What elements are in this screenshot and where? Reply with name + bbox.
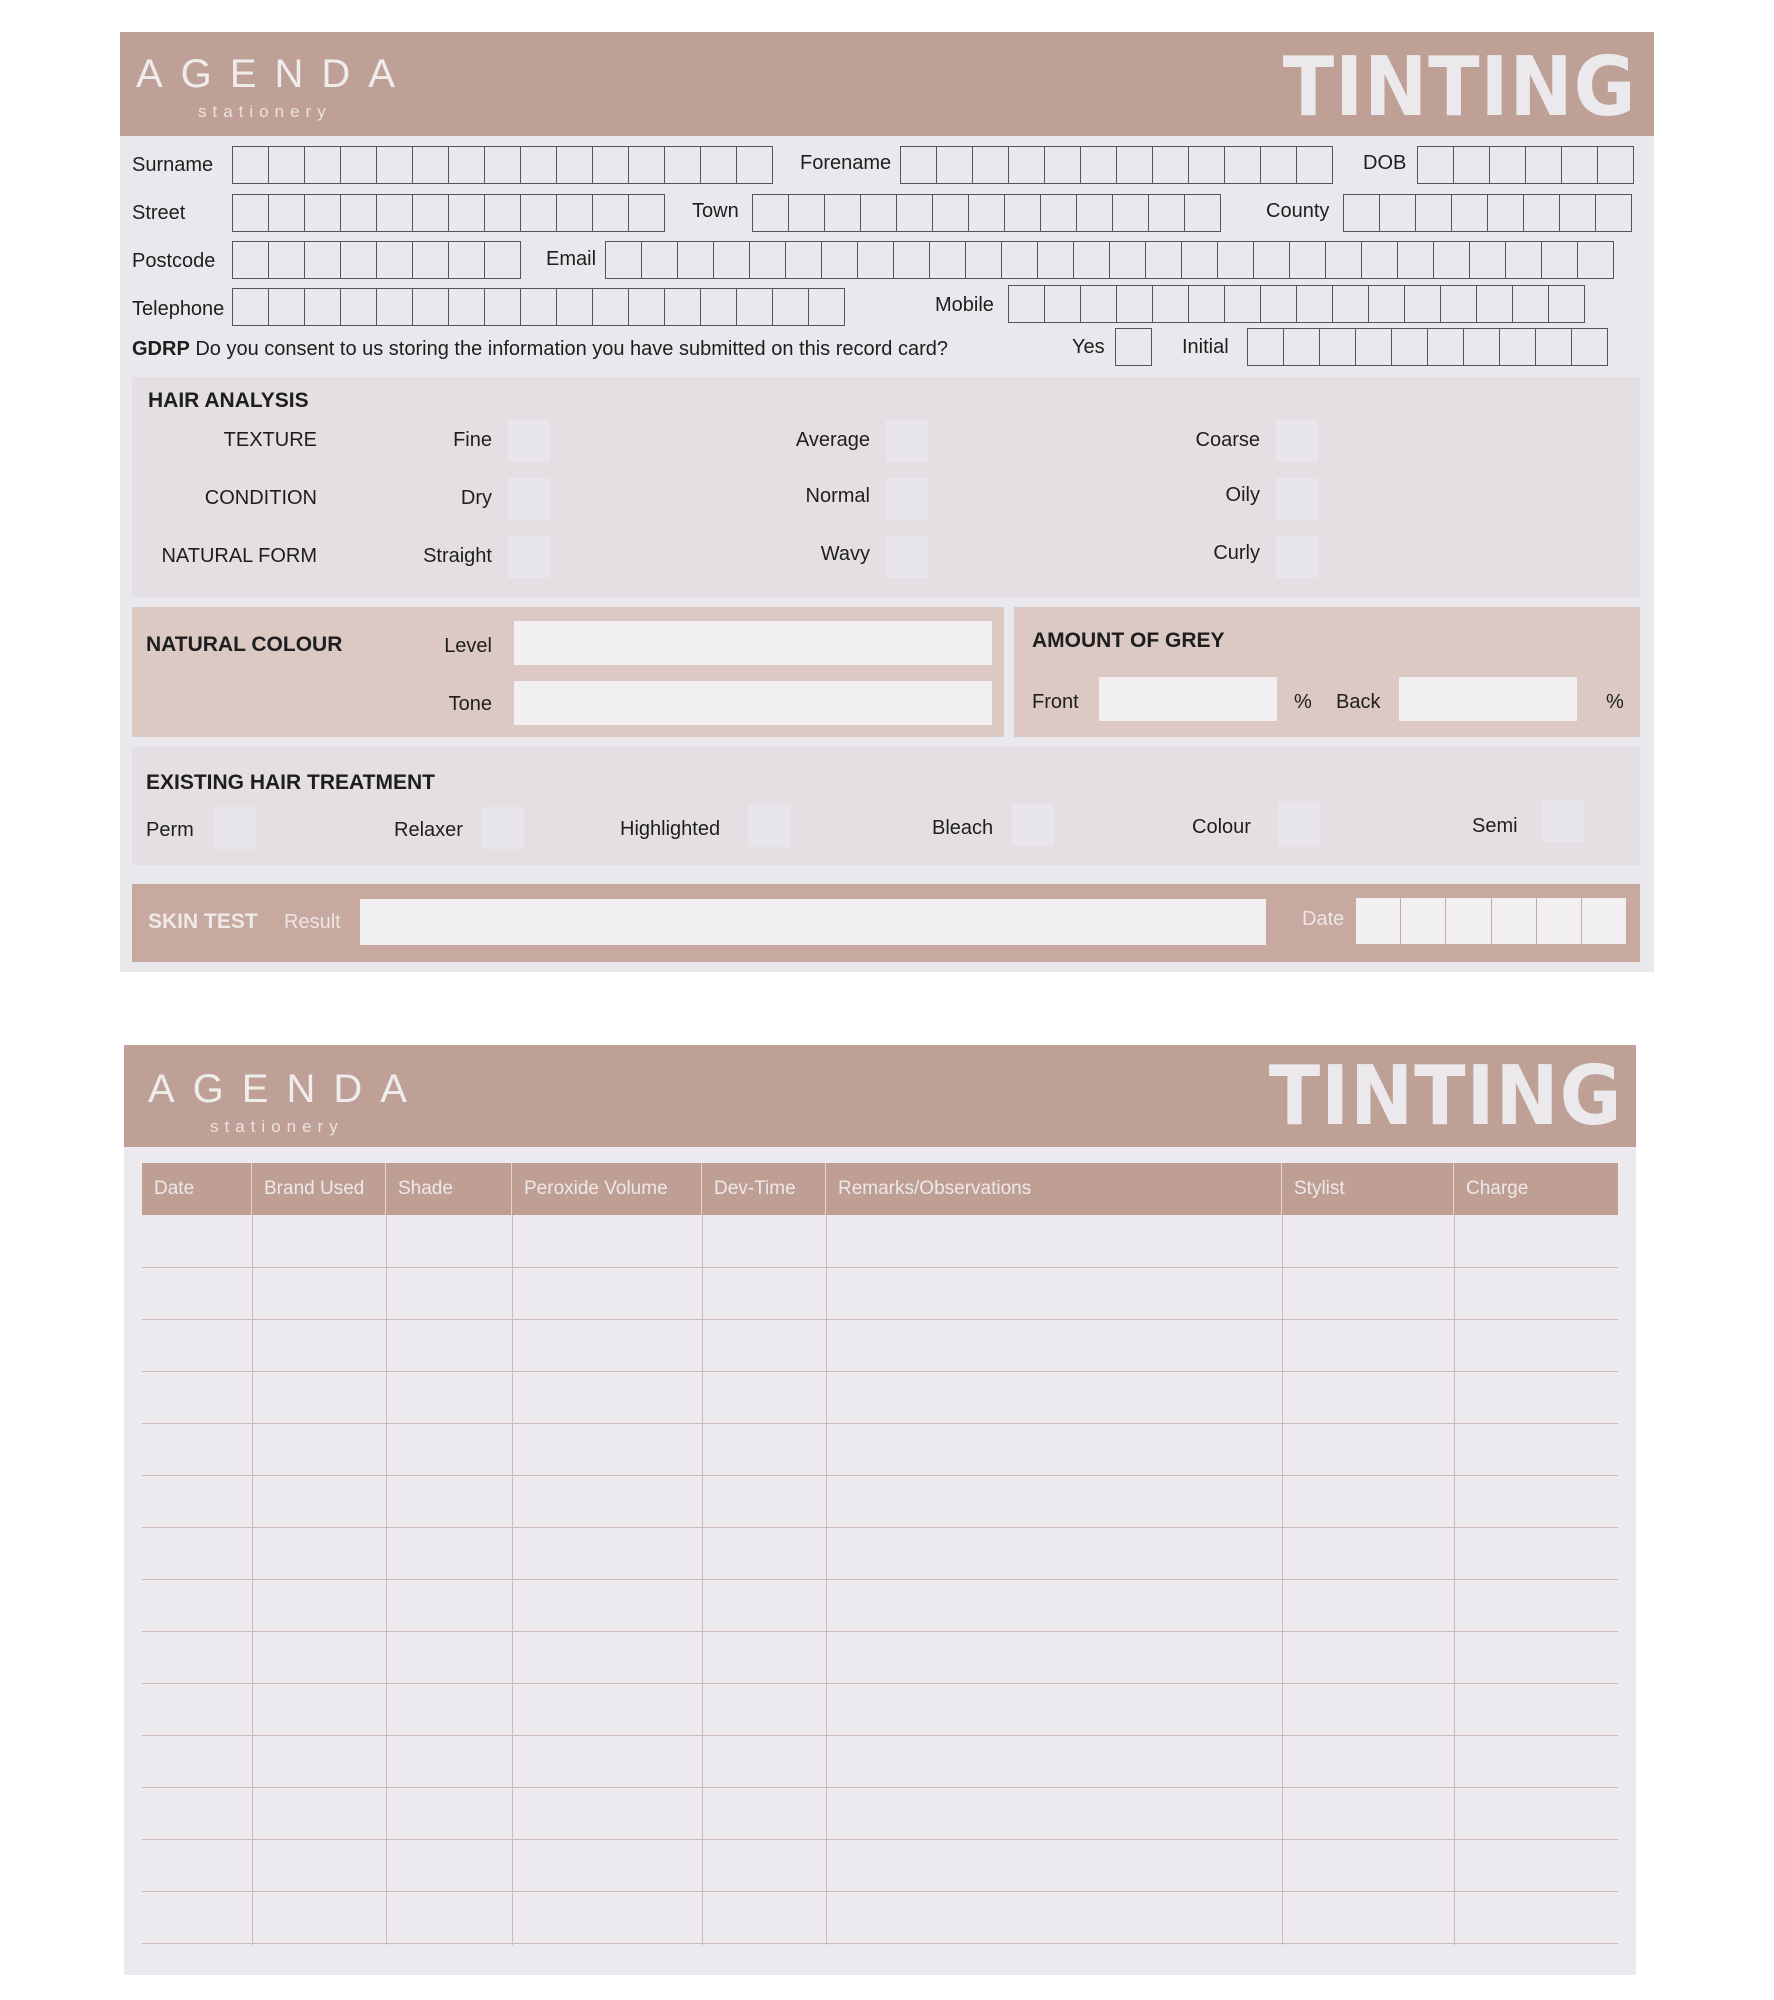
- skin-test-panel: [132, 884, 1640, 962]
- telephone-field[interactable]: [232, 288, 845, 326]
- gdpr-prefix: GDRP: [132, 338, 190, 360]
- town-field[interactable]: [752, 194, 1221, 232]
- mobile-field[interactable]: [1008, 285, 1585, 323]
- option-dry: Dry: [460, 487, 492, 509]
- skin-test-date-field[interactable]: [1356, 898, 1626, 944]
- telephone-label: Telephone: [132, 298, 225, 320]
- texture-label: TEXTURE: [223, 429, 317, 451]
- front-field[interactable]: [1099, 677, 1277, 721]
- bleach-checkbox[interactable]: [1012, 804, 1054, 846]
- county-field[interactable]: [1343, 194, 1632, 232]
- street-label: Street: [132, 202, 186, 224]
- natural-colour-heading: NATURAL COLOUR: [146, 633, 343, 656]
- oily-checkbox[interactable]: [1276, 478, 1318, 520]
- hair-analysis-heading: HAIR ANALYSIS: [148, 389, 309, 412]
- skin-test-date-label: Date: [1302, 908, 1345, 930]
- email-field[interactable]: [605, 241, 1614, 279]
- col-peroxide-volume: Peroxide Volume: [512, 1163, 702, 1215]
- brand-subtitle: stationery: [198, 102, 332, 121]
- street-field[interactable]: [232, 194, 665, 232]
- gdpr-question: Do you consent to us storing the information you have submitted on this record card?: [195, 338, 948, 360]
- option-average: Average: [795, 429, 870, 451]
- option-semi: Semi: [1472, 815, 1518, 837]
- relaxer-checkbox[interactable]: [482, 807, 524, 849]
- existing-treatment-heading: EXISTING HAIR TREATMENT: [146, 771, 435, 794]
- level-field[interactable]: [514, 621, 992, 665]
- postcode-field[interactable]: [232, 241, 521, 279]
- col-date: Date: [142, 1163, 252, 1215]
- forename-label: Forename: [800, 152, 892, 174]
- town-label: Town: [692, 200, 739, 222]
- coarse-checkbox[interactable]: [1276, 420, 1318, 462]
- condition-label: CONDITION: [204, 487, 317, 509]
- header-banner: [120, 32, 1654, 136]
- average-checkbox[interactable]: [886, 420, 928, 462]
- natural-form-label: NATURAL FORM: [161, 545, 317, 567]
- front-percent: %: [1294, 691, 1312, 713]
- back-label: Back: [1336, 691, 1381, 713]
- header-banner-back: [124, 1045, 1636, 1147]
- skin-test-result-field[interactable]: [360, 899, 1266, 945]
- forename-field[interactable]: [900, 146, 1333, 184]
- initial-field[interactable]: [1247, 328, 1608, 366]
- front-label: Front: [1032, 691, 1079, 713]
- option-coarse: Coarse: [1195, 429, 1260, 451]
- dob-label: DOB: [1363, 152, 1407, 174]
- gdpr-text: [132, 338, 948, 361]
- option-oily: Oily: [1225, 484, 1260, 506]
- skin-test-heading: SKIN TEST: [148, 910, 258, 933]
- col-stylist: Stylist: [1282, 1163, 1454, 1215]
- curly-checkbox[interactable]: [1276, 536, 1318, 578]
- record-card-front: [120, 32, 1654, 972]
- initial-label: Initial: [1182, 336, 1229, 358]
- colour-checkbox[interactable]: [1278, 803, 1320, 845]
- dry-checkbox[interactable]: [508, 478, 550, 520]
- county-label: County: [1266, 200, 1330, 222]
- option-relaxer: Relaxer: [394, 819, 463, 841]
- option-bleach: Bleach: [932, 817, 994, 839]
- option-fine: Fine: [453, 429, 492, 451]
- option-curly: Curly: [1213, 542, 1260, 564]
- tone-field[interactable]: [514, 681, 992, 725]
- natural-colour-panel: [132, 607, 1004, 737]
- gdpr-yes-checkbox[interactable]: [1115, 328, 1152, 366]
- straight-checkbox[interactable]: [508, 536, 550, 578]
- record-table-header: [142, 1163, 1618, 1215]
- postcode-label: Postcode: [132, 250, 216, 272]
- existing-treatment-panel: [132, 747, 1640, 865]
- option-colour: Colour: [1192, 816, 1251, 838]
- brand-logo: AGENDA: [136, 52, 413, 96]
- hair-analysis-panel: [132, 377, 1640, 597]
- highlighted-checkbox[interactable]: [748, 805, 790, 847]
- col-dev-time: Dev-Time: [702, 1163, 826, 1215]
- dob-field[interactable]: [1417, 146, 1634, 184]
- brand-logo-back: AGENDA: [148, 1067, 425, 1111]
- back-field[interactable]: [1399, 677, 1577, 721]
- col-remarks: Remarks/Observations: [826, 1163, 1282, 1215]
- option-wavy: Wavy: [820, 543, 870, 565]
- fine-checkbox[interactable]: [508, 420, 550, 462]
- option-highlighted: Highlighted: [620, 818, 721, 840]
- amount-of-grey-panel: [1014, 607, 1640, 737]
- amount-of-grey-heading: AMOUNT OF GREY: [1032, 629, 1225, 652]
- card-title: TINTING: [1282, 40, 1636, 135]
- result-label: Result: [284, 911, 341, 933]
- option-straight: Straight: [423, 545, 492, 567]
- record-card-back: [124, 1045, 1636, 1975]
- back-percent: %: [1606, 691, 1624, 713]
- email-label: Email: [546, 248, 597, 270]
- col-charge: Charge: [1466, 1178, 1529, 1199]
- wavy-checkbox[interactable]: [886, 536, 928, 578]
- surname-label: Surname: [132, 154, 214, 176]
- tone-label: Tone: [448, 693, 492, 715]
- col-brand-used: Brand Used: [252, 1163, 386, 1215]
- brand-subtitle-back: stationery: [210, 1117, 344, 1136]
- col-shade: Shade: [386, 1163, 512, 1215]
- option-normal: Normal: [805, 485, 870, 507]
- perm-checkbox[interactable]: [214, 807, 256, 849]
- normal-checkbox[interactable]: [886, 478, 928, 520]
- semi-checkbox[interactable]: [1542, 800, 1584, 842]
- record-table-body[interactable]: [142, 1215, 1618, 1945]
- option-perm: Perm: [146, 819, 194, 841]
- mobile-label: Mobile: [935, 294, 994, 316]
- card-title-back: TINTING: [1268, 1049, 1622, 1144]
- level-label: Level: [444, 635, 492, 657]
- gdpr-yes-label: Yes: [1072, 336, 1105, 358]
- surname-field[interactable]: [232, 146, 773, 184]
